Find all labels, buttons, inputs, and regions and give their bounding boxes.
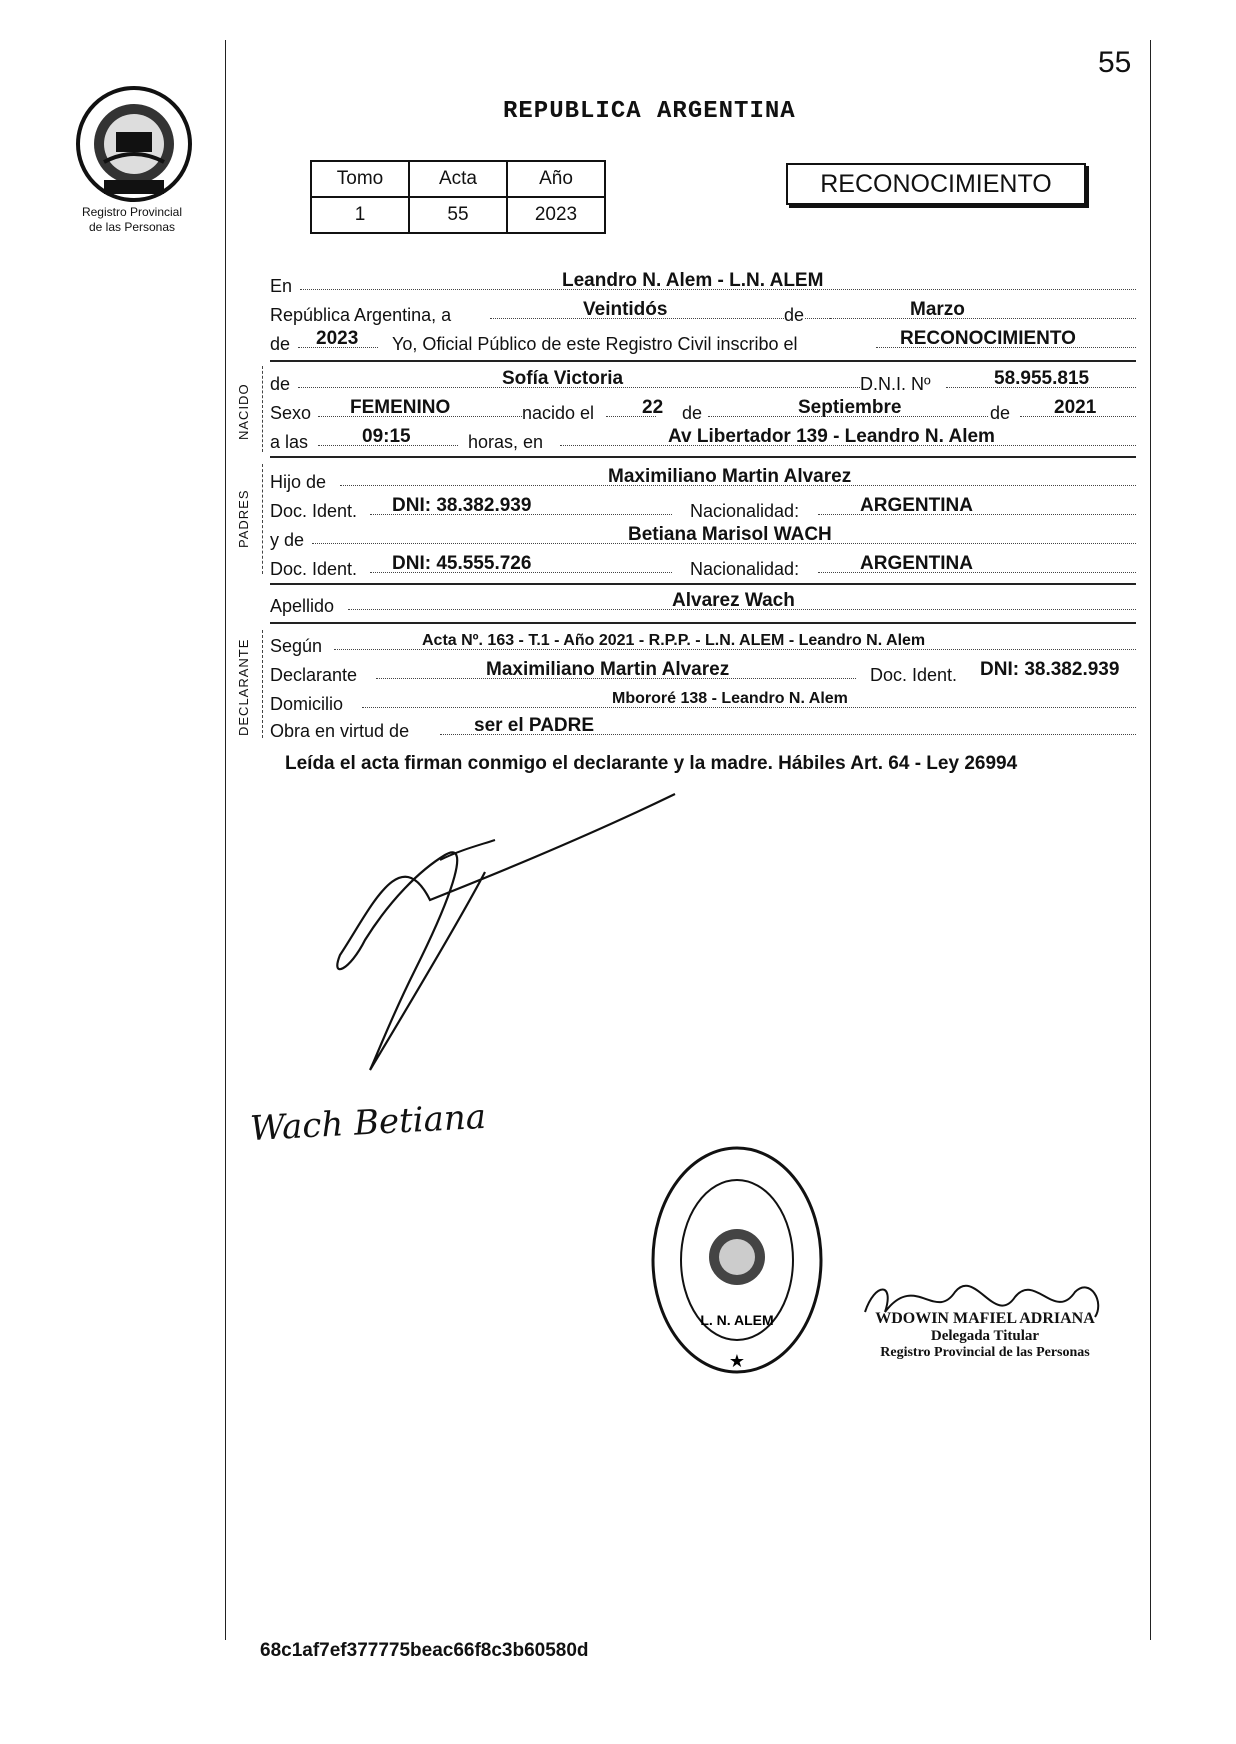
nac-anio-value: 2021: [1054, 397, 1097, 418]
acta-header-anio: Año: [507, 161, 605, 197]
inscribe-value: RECONOCIMIENTO: [900, 328, 1076, 349]
dia-value: Veintidós: [583, 299, 668, 320]
row-hora: [270, 428, 1136, 456]
row-padre: [270, 468, 1136, 496]
de5-label: de: [990, 403, 1011, 423]
doc2-value: DNI: 45.555.726: [392, 553, 532, 574]
row-obra: [270, 717, 1136, 745]
de4-label: de: [682, 403, 703, 423]
doc3-label: Doc. Ident.: [870, 665, 958, 685]
padre-value: Maximiliano Martin Alvarez: [608, 466, 852, 487]
obra-value: ser el PADRE: [474, 715, 595, 736]
seal-caption: [52, 205, 212, 235]
de2-label: de: [270, 334, 291, 354]
doc3-value: DNI: 38.382.939: [980, 659, 1120, 680]
section-separator: [270, 583, 1136, 585]
obra-label: Obra en virtud de: [270, 721, 410, 741]
anio-value: 2023: [316, 328, 359, 349]
row-nombre: [270, 370, 1136, 398]
page-title: REPUBLICA ARGENTINA: [503, 98, 796, 125]
alas-label: a las: [270, 432, 309, 452]
nac1-label: Nacionalidad:: [690, 501, 800, 521]
seal-caption-line2: de las Personas: [88, 220, 176, 234]
lugar-value: Av Libertador 139 - Leandro N. Alem: [668, 426, 995, 447]
en-label: En: [270, 276, 293, 296]
de-label: de: [784, 305, 805, 325]
footer-note: Leída el acta firman conmigo el declarante y la madre. Hábiles Art. 64 - Ley 26994: [285, 753, 1018, 774]
row-segun: [270, 632, 1136, 660]
row-apellido: [270, 592, 1136, 620]
doc1-label: Doc. Ident.: [270, 501, 358, 521]
sexo-label: Sexo: [270, 403, 312, 423]
section-separator: [270, 360, 1136, 362]
left-margin-line: [225, 40, 226, 1640]
madre-value: Betiana Marisol WACH: [628, 524, 832, 545]
padres-sidebar: [262, 464, 263, 574]
svg-text:★: ★: [728, 1351, 746, 1371]
nacido-side-label: NACIDO: [236, 383, 251, 440]
misiones-seal-icon: [74, 84, 194, 204]
segun-label: Según: [270, 636, 323, 656]
section-separator: [270, 456, 1136, 458]
row-doc2: [270, 555, 1136, 583]
nac2-label: Nacionalidad:: [690, 559, 800, 579]
nacido-sidebar: [262, 366, 263, 452]
doc2-label: Doc. Ident.: [270, 559, 358, 579]
document-hash: 68c1af7ef377775beac66f8c3b60580d: [260, 1640, 589, 1661]
nacido-label: nacido el: [522, 403, 595, 423]
horas-label: horas, en: [468, 432, 544, 452]
apellido-label: Apellido: [270, 596, 335, 616]
row-madre: [270, 526, 1136, 554]
declarante-sidebar: [262, 630, 263, 738]
row-fecha: [270, 301, 1136, 329]
right-margin-line: [1150, 40, 1151, 1640]
page-number: 55: [1098, 46, 1132, 79]
acta-value-anio: 2023: [507, 197, 605, 233]
nac-dia-value: 22: [642, 397, 664, 418]
seal-caption-line1: Registro Provincial: [81, 205, 183, 219]
row-declarante: [270, 661, 1136, 689]
delegada-name: WDOWIN MAFIEL ADRIANA: [875, 1310, 1095, 1327]
stamp-center-text: L. N. ALEM: [700, 1312, 774, 1328]
segun-value: Acta Nº. 163 - T.1 - Año 2021 - R.P.P. - L.N. ALEM - Leandro N. Alem: [422, 632, 926, 649]
acta-header-acta: Acta: [409, 161, 507, 197]
row-doc1: [270, 497, 1136, 525]
row-domicilio: [270, 690, 1136, 718]
hora-value: 09:15: [362, 426, 411, 447]
delegada-org: Registro Provincial de las Personas: [880, 1345, 1090, 1360]
yo-text: Yo, Oficial Público de este Registro Civil inscribo el: [392, 334, 798, 354]
section-separator: [270, 622, 1136, 624]
tipo-box: RECONOCIMIENTO: [786, 163, 1086, 205]
nac1-value: ARGENTINA: [860, 495, 973, 516]
acta-table-header: [311, 161, 605, 197]
declarante-signature: [320, 780, 690, 1090]
hijo-label: Hijo de: [270, 472, 327, 492]
madre-signature: Wach Betiana: [249, 1096, 487, 1150]
acta-table-values: [311, 197, 605, 233]
nac2-value: ARGENTINA: [860, 553, 973, 574]
acta-value-acta: 55: [409, 197, 507, 233]
nac-mes-value: Septiembre: [798, 397, 902, 418]
acta-header-tomo: Tomo: [311, 161, 409, 197]
padres-side-label: PADRES: [236, 489, 251, 548]
declarante-value: Maximiliano Martin Alvarez: [486, 659, 730, 680]
dni-label: D.N.I. Nº: [860, 374, 931, 394]
declarante-side-label: DECLARANTE: [236, 638, 251, 736]
domicilio-value: Mbororé 138 - Leandro N. Alem: [612, 690, 848, 707]
row-sexo: [270, 399, 1136, 427]
row-en: [270, 272, 1136, 300]
apellido-value: Alvarez Wach: [672, 590, 795, 611]
doc1-value: DNI: 38.382.939: [392, 495, 532, 516]
mes-value: Marzo: [910, 299, 965, 320]
yde-label: y de: [270, 530, 305, 550]
dni-value: 58.955.815: [994, 368, 1090, 389]
acta-value-tomo: 1: [311, 197, 409, 233]
nombre-value: Sofía Victoria: [502, 368, 624, 389]
sexo-value: FEMENINO: [350, 397, 451, 418]
declarante-label: Declarante: [270, 665, 358, 685]
republica-label: República Argentina, a: [270, 305, 452, 325]
domicilio-label: Domicilio: [270, 694, 344, 714]
official-stamp: [650, 1145, 825, 1375]
de3-label: de: [270, 374, 291, 394]
acta-table: [310, 160, 606, 234]
delegada-role: Delegada Titular: [930, 1328, 1040, 1344]
row-anio: [270, 330, 1136, 358]
en-value: Leandro N. Alem - L.N. ALEM: [562, 270, 824, 291]
delegada-block: [860, 1310, 1110, 1361]
